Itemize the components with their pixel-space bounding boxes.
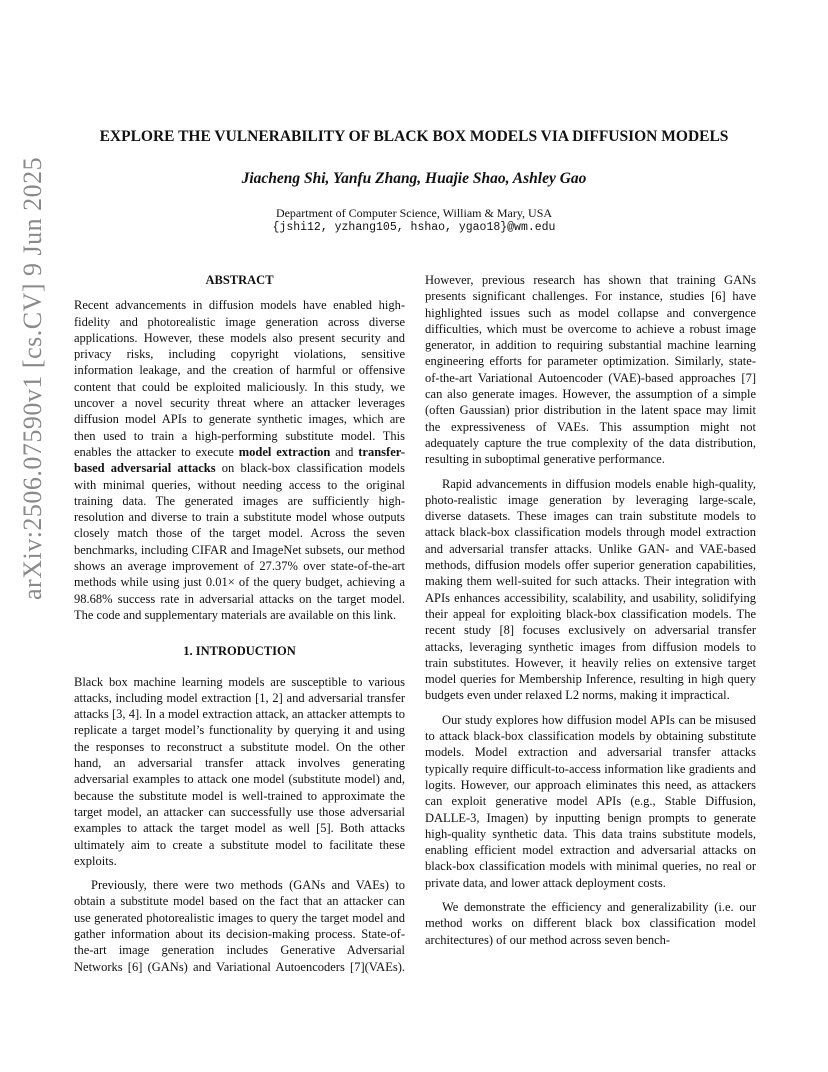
affiliation: Department of Computer Science, William & Mary, USA xyxy=(275,206,553,220)
paper-title: EXPLORE THE VULNERABILITY OF BLACK BOX MODELS VIA DIFFUSION MODELS xyxy=(99,128,729,145)
left-column xyxy=(74,272,405,975)
intro-paragraph-1: Black box machine learning models are susceptible to various attacks, including model extraction [1, 2] and adversarial transfer attacks [3, 4]. In a model extraction attack, an attacker attempts to replicate a target model’s functionality by querying it and using the responses to reconstruct a substitute model. On the other hand, an adversarial transfer attack involves generating adversarial examples to attack one model (substitute model) and, because the substitute model is well-trained to approximate the target model, an attacker can successfully use those adversarial examples to attack the target model as well [5]. Both attacks ultimately aim to create a substitute model to facilitate these exploits. xyxy=(74,674,405,868)
arxiv-identifier: arXiv:2506.07590v1 [cs.CV] 9 Jun 2025 xyxy=(18,156,47,600)
intro-paragraph-3: Rapid advancements in diffusion models enable high-quality, photo-realistic image generation by leveraging large-scale, diverse datasets. These images can train substitute models to attack black-box classification models through model extraction and adversarial transfer attacks. Unlike GAN- and VAE-based methods, diffusion models offer superior generation capabilities, making them well-suited for such attacks. Their integration with APIs enhances accessibility, scalability, and usability, solidifying their appeal for exploiting black-box classification models. The recent study [8] focuses exclusively on adversarial transfer attacks, leveraging synthetic images from diffusion models to train substitutes. However, it heavily relies on extensive target model queries for Membership Inference, resulting in high query budgets even under relaxed L2 norms, making it impractical. xyxy=(425,476,756,703)
abstract-part-1: Recent advancements in diffusion models have enabled high-fidelity and photorealistic image generation across diverse applications. However, these models also present security and privacy risks, including copyright violations, sensitive information leakage, and the creation of harmful or offensive content that could be exploited maliciously. In this study, we uncover a novel security threat where an attacker leverages diffusion model APIs to generate synthetic images, which are then used to train a high-performing substitute model. This enables the attacker to execute xyxy=(74,298,405,459)
author-list: Jiacheng Shi, Yanfu Zhang, Huajie Shao, Ashley Gao xyxy=(241,170,587,187)
intro-paragraph-4: Our study explores how diffusion model APIs can be misused to attack black-box classification models by obtaining substitute models. Model extraction and adversarial transfer attacks typically require difficult-to-access information like gradients and logits. However, our approach eliminates this need, as attackers can exploit generative model APIs (e.g., Stable Diffusion, DALLE-3, Imagen) by inputting benign prompts to generate high-quality synthetic data. This data trains substitute models, enabling efficient model extraction and adversarial attacks on black-box classification models with minimal queries, no real or private data, and lower attack deployment costs. xyxy=(425,712,756,890)
intro-paragraph-5: We demonstrate the efficiency and generalizability (i.e. our method works on different black box classification model architectures) of our method across seven bench- xyxy=(425,899,756,947)
author-emails: {jshi12, yzhang105, hshao, ygao18}@wm.edu xyxy=(272,221,556,234)
intro-paragraph-2-continued: However, previous research has shown that training GANs presents significant challenges. For instance, studies [6] have highlighted issues such as model collapse and convergence difficulties, which must be overcome to achieve a robust image generator, in addition to requiring substantial machine learning engineering efforts for parameter optimization. Similarly, state-of-the-art Variational Autoencoder (VAE)-based approaches [7] can also generate images. However, the assumption of a simple (often Gaussian) prior distribution in the latent space may limit the expressiveness of VAEs. This assumption might not adequately capture the true complexity of the data distribution, resulting in suboptimal generative performance. xyxy=(425,273,756,467)
introduction-heading: 1. INTRODUCTION xyxy=(183,644,296,659)
right-column xyxy=(425,272,756,948)
abstract-heading: ABSTRACT xyxy=(205,273,274,287)
abstract-part-3: on black-box classification models with minimal queries, without needing access to the original training data. The generated images are sufficiently high-resolution and diverse to train a substitute model whose outputs closely match those of the target model. Across the seven benchmarks, including CIFAR and ImageNet subsets, our method shows an average improvement of 27.37% over state-of-the-art methods while using just 0.01× of the query budget, achieving a 98.68% success rate in adversarial attacks on the target model. The code and supplementary materials are available on this link. xyxy=(74,461,405,622)
intro-paragraph-2: Previously, there were two methods (GANs and VAEs) to obtain a substitute model based on the fact that an attacker can use generated photorealistic images to query the target model and gather information about its decision-making process. State-of-the-art image generation includes Generative Adversarial Networks [6] (GANs) and Variational Autoencoders [7](VAEs). xyxy=(74,878,405,974)
abstract-part-2: and xyxy=(330,444,359,459)
abstract-text xyxy=(74,297,405,623)
abstract-bold-transfer-attacks: transfer-based adversarial attacks xyxy=(74,444,405,476)
abstract-bold-model-extraction: model extraction xyxy=(238,444,331,459)
